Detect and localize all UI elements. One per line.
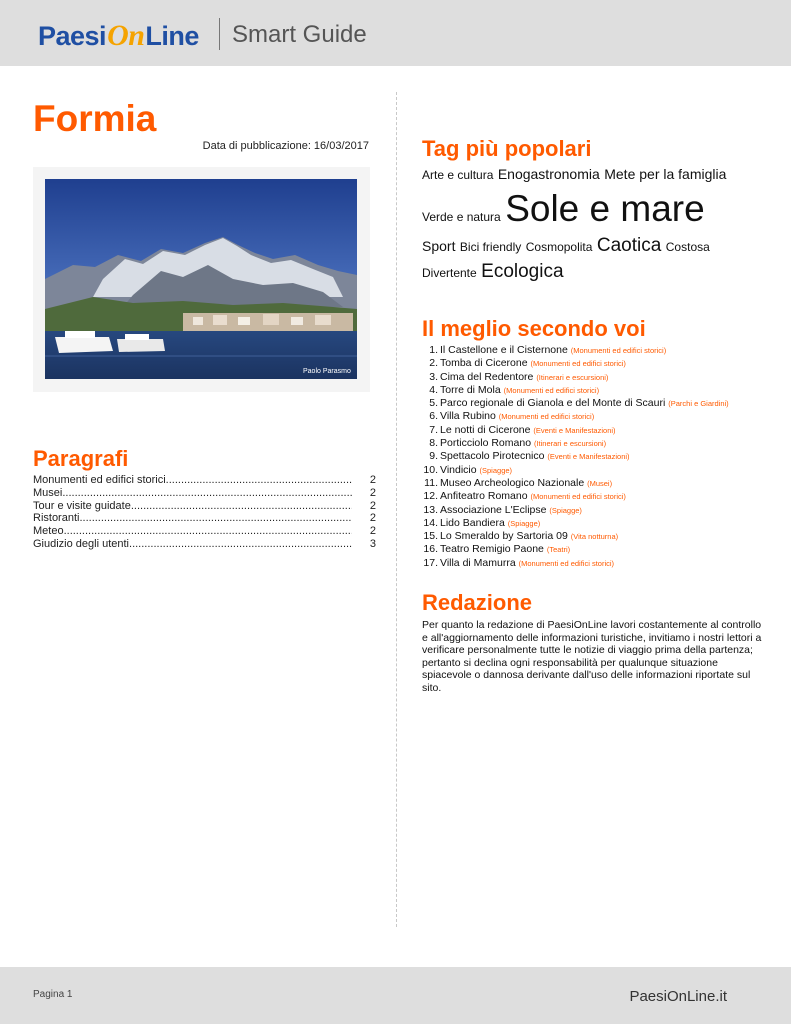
logo-paesi: Paesi (38, 21, 107, 51)
list-item[interactable] (422, 477, 782, 490)
redazione-heading: Redazione (422, 590, 533, 615)
list-item-number: 16. (423, 543, 438, 556)
publication-date: Data di pubblicazione: 16/03/2017 (202, 140, 369, 152)
tag-line (422, 233, 762, 259)
list-item[interactable] (422, 450, 782, 463)
toc-row[interactable] (33, 538, 376, 551)
list-item-number: 9. (429, 450, 438, 463)
list-item-category: (Monumenti ed edifici storici) (570, 346, 667, 355)
photo-illustration (33, 167, 370, 392)
toc-row-page: 2 (369, 474, 376, 486)
list-item-number: 8. (429, 437, 438, 450)
tag-link[interactable]: Cosmopolita (525, 240, 593, 254)
list-item[interactable] (422, 410, 782, 423)
list-item-category: (Musei) (587, 478, 613, 488)
site-link[interactable]: PaesiOnLine.it (629, 988, 727, 1005)
tag-link[interactable]: Divertente (422, 266, 477, 280)
list-item-name[interactable]: Anfiteatro Romano (440, 490, 528, 503)
toc-row-label: Ristoranti (33, 512, 80, 525)
toc-row[interactable] (33, 512, 376, 525)
tag-link[interactable]: Caotica (596, 235, 662, 256)
list-item-category: (Itinerari e escursioni) (536, 372, 609, 382)
redazione-section (422, 590, 764, 695)
toc-row-page: 2 (369, 512, 376, 525)
list-item[interactable] (422, 504, 782, 517)
list-item-number: 11. (424, 476, 438, 489)
toc-row[interactable] (33, 474, 376, 487)
toc-list (33, 474, 376, 551)
city-photo (33, 167, 370, 392)
list-item-category: (Eventi e Manifestazioni) (533, 425, 616, 435)
column-divider (396, 92, 397, 927)
toc-row-label: Monumenti ed edifici storici (33, 474, 166, 486)
list-item-category: (Itinerari e escursioni) (533, 439, 607, 449)
list-item-number: 15. (423, 530, 438, 543)
list-item[interactable] (422, 557, 782, 570)
list-item-name[interactable]: Associazione L'Eclipse (440, 503, 547, 516)
list-item-category: (Parchi e Giardini) (668, 399, 729, 409)
toc-row-label: Giudizio degli utenti (33, 537, 130, 550)
logo-on: On (107, 19, 145, 52)
redazione-text: Per quanto la redazione di PaesiOnLine lavori costantemente al controllo e all'aggiornamento delle informazioni turistiche, invitiamo i nostri lettori a verificare personalmente tutte le notizie di viaggio prima della partenza; pertanto si declina ogni responsabilità per qualunque situazione spiacevole o dannosa derivante dall'uso delle informazioni riportate sul sito. (422, 619, 762, 694)
list-item-name[interactable]: Lido Bandiera (440, 516, 505, 529)
list-item-name[interactable]: Vindicio (440, 463, 477, 476)
table-of-contents (33, 446, 376, 551)
tag-line (422, 164, 762, 185)
list-item-number: 1. (429, 344, 438, 356)
toc-row-label: Meteo (33, 525, 64, 538)
logo-line: Line (145, 21, 199, 51)
list-item[interactable] (422, 371, 782, 384)
list-item[interactable] (422, 530, 782, 543)
list-item-name[interactable]: Tomba di Cicerone (440, 357, 528, 370)
toc-row-leader (129, 538, 352, 551)
toc-row[interactable] (33, 525, 376, 538)
best-heading: Il meglio secondo voi (422, 316, 646, 341)
tag-line (422, 185, 762, 233)
tag-link[interactable]: Sole e mare (505, 188, 705, 229)
list-item[interactable] (422, 384, 782, 397)
list-item-category: (Spiagge) (479, 465, 513, 475)
list-item-name[interactable]: Lo Smeraldo by Sartoria 09 (440, 530, 568, 543)
list-item-category: (Eventi e Manifestazioni) (547, 452, 630, 462)
page-header (0, 0, 791, 66)
list-item-name[interactable]: Cima del Redentore (440, 370, 534, 383)
list-item-number: 2. (429, 357, 438, 370)
tag-link[interactable]: Bici friendly (459, 240, 522, 254)
list-item-name[interactable]: Torre di Mola (440, 383, 501, 396)
tag-link[interactable]: Arte e cultura (422, 168, 494, 182)
list-item[interactable] (422, 464, 782, 477)
header-subtitle: Smart Guide (232, 21, 367, 48)
list-item-category: (Spiagge) (507, 518, 541, 528)
tags-heading: Tag più popolari (422, 136, 592, 161)
toc-row[interactable] (33, 487, 376, 500)
paesionline-logo[interactable] (38, 18, 210, 54)
list-item-name[interactable]: Le notti di Cicerone (440, 423, 531, 436)
list-item-category: (Monumenti ed edifici storici) (530, 492, 626, 502)
page-number: Pagina 1 (33, 989, 73, 1000)
tag-link[interactable]: Mete per la famiglia (604, 166, 727, 182)
list-item-name[interactable]: Museo Archeologico Nazionale (440, 476, 585, 489)
photo-credit: Paolo Parasmo (303, 368, 351, 375)
list-item-number: 14. (423, 516, 438, 529)
tag-link[interactable]: Ecologica (481, 261, 564, 282)
list-item[interactable] (422, 490, 782, 503)
toc-row-page: 3 (369, 537, 376, 550)
list-item-name[interactable]: Spettacolo Pirotecnico (440, 450, 545, 463)
list-item-name[interactable]: Villa di Mamurra (440, 556, 516, 569)
list-item[interactable] (422, 424, 782, 437)
list-item-category: (Monumenti ed edifici storici) (518, 558, 615, 568)
toc-row-leader (166, 474, 352, 487)
list-item[interactable] (422, 437, 782, 450)
toc-row-leader (62, 487, 352, 500)
tag-link[interactable]: Enogastronomia (497, 166, 600, 182)
list-item[interactable] (422, 517, 782, 530)
list-item-category: (Monumenti ed edifici storici) (503, 385, 600, 395)
list-item-category: (Vita notturna) (570, 532, 619, 542)
list-item[interactable] (422, 397, 782, 410)
toc-row-leader (64, 525, 352, 538)
toc-row-leader (79, 512, 352, 525)
list-item-name[interactable]: Parco regionale di Gianola e del Monte di Scauri (440, 397, 666, 410)
list-item-number: 3. (429, 370, 438, 383)
tag-line (422, 259, 762, 285)
list-item[interactable] (422, 344, 782, 357)
list-item-number: 4. (429, 383, 438, 396)
list-item-number: 12. (423, 490, 438, 503)
list-item[interactable] (422, 357, 782, 370)
list-item-name[interactable]: Villa Rubino (440, 410, 496, 423)
toc-row-leader (131, 500, 352, 513)
toc-row-page: 2 (369, 499, 376, 512)
toc-row-label: Musei (33, 486, 63, 499)
list-item-number: 5. (429, 397, 438, 410)
list-item-category: (Teatri) (546, 545, 571, 555)
list-item-number: 10. (423, 463, 438, 476)
list-item-category: (Monumenti ed edifici storici) (530, 359, 626, 369)
toc-row-page: 2 (369, 486, 376, 499)
toc-row-label: Tour e visite guidate (33, 499, 131, 512)
toc-row-page: 2 (369, 525, 376, 538)
list-item-name[interactable]: Teatro Remigio Paone (440, 543, 544, 556)
list-item-category: (Monumenti ed edifici storici) (498, 412, 595, 422)
list-item-name[interactable]: Il Castellone e il Cisternone (440, 344, 568, 356)
page-title: Formia (33, 98, 157, 139)
toc-heading: Paragrafi (33, 446, 129, 471)
header-separator (219, 18, 220, 50)
tag-link[interactable]: Sport (422, 238, 456, 254)
page-footer (0, 967, 791, 1024)
toc-row[interactable] (33, 500, 376, 513)
tag-link[interactable]: Costosa (665, 240, 710, 254)
list-item-number: 7. (429, 423, 438, 436)
popular-tags (422, 136, 762, 285)
best-list-section (422, 316, 782, 570)
list-item-number: 6. (429, 410, 438, 423)
tag-link[interactable]: Verde e natura (422, 210, 501, 224)
tag-cloud (422, 164, 762, 285)
list-item-name[interactable]: Porticciolo Romano (440, 437, 532, 450)
best-list (422, 344, 782, 570)
list-item-category: (Spiagge) (549, 505, 582, 515)
list-item[interactable] (422, 543, 782, 556)
list-item-number: 17. (423, 556, 438, 569)
list-item-number: 13. (423, 503, 438, 516)
